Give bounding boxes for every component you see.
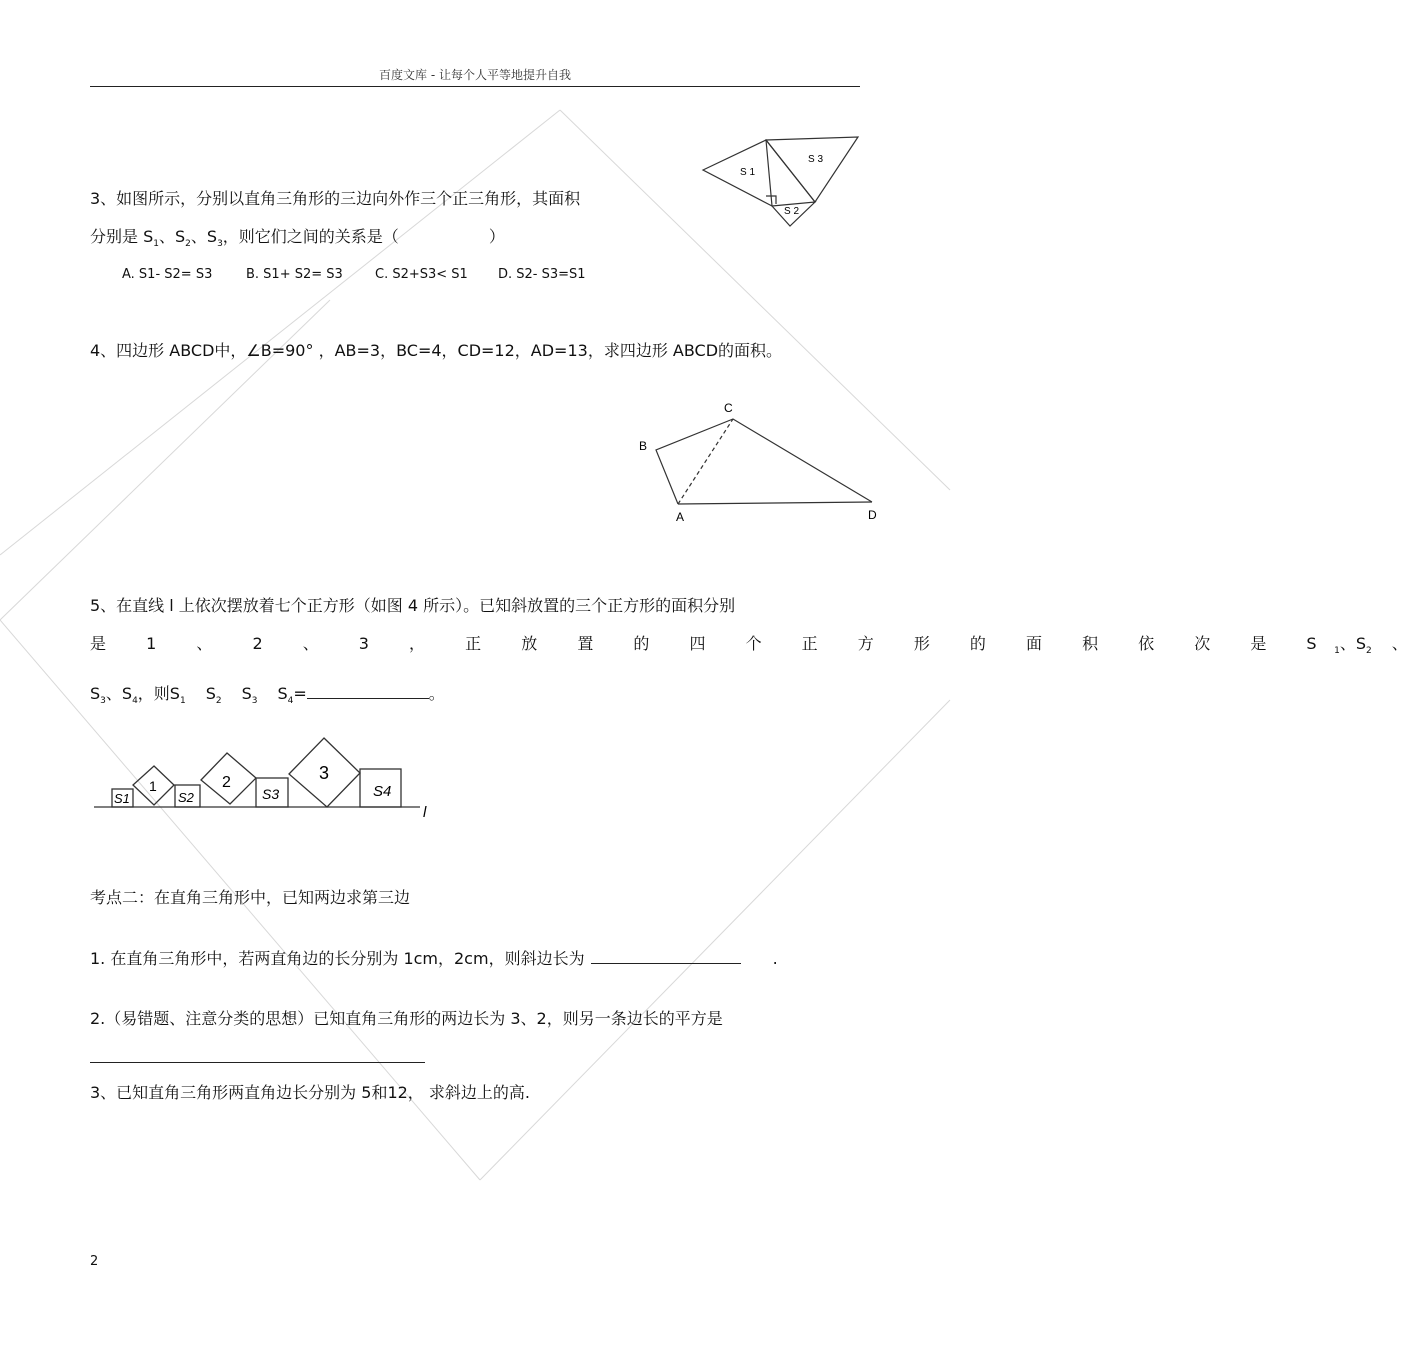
q5-line3-g: = — [293, 684, 307, 703]
q3-line2-e: ） — [488, 227, 505, 246]
q5-line3-b: 、S — [105, 684, 133, 703]
p2-answer-blank[interactable] — [90, 1062, 425, 1063]
q3-option-a: A. S1- S2= S3 — [122, 267, 213, 282]
q5-line3-h: 。 — [428, 684, 445, 703]
q5-line2-c: 、 — [1391, 634, 1408, 653]
q5-fig-s2: S2 — [178, 790, 194, 805]
q3-sub2: 2 — [185, 239, 191, 250]
q3-fig-s1: S 1 — [740, 167, 756, 178]
kaodian2-p3: 3、已知直角三角形两直角边长分别为 5和12， 求斜边上的高. — [90, 1083, 530, 1102]
q3-sub3: 3 — [217, 239, 223, 250]
q5-line2-a: 是 1 、 2 、 3 ， 正 放 置 的 四 个 正 方 形 的 面 积 依 次 是 S — [90, 634, 1335, 653]
q4-label-a: A — [676, 510, 685, 524]
q5-line1: 5、在直线 l 上依次摆放着七个正方形（如图 4 所示）。已知斜放置的三个正方形的面积分别 — [90, 596, 736, 615]
header-rule — [90, 86, 860, 87]
kaodian2-p1-text: 1. 在直角三角形中，若两直角边的长分别为 1cm，2cm，则斜边长为 — [90, 949, 585, 968]
q3-fig-s3: S 3 — [808, 154, 824, 165]
kaodian2-p1 — [90, 949, 778, 969]
q5-answer-blank[interactable] — [307, 698, 429, 699]
kaodian2-p2: 2.（易错题、注意分类的思想）已知直角三角形的两边长为 3、2，则另一条边长的平方是 — [90, 1009, 723, 1028]
q5-l2-sub1: 1 — [1334, 646, 1340, 657]
q5-line3-a: S — [90, 684, 101, 703]
q5-fig-s3: S3 — [262, 786, 280, 802]
q4-label-c: C — [724, 401, 733, 415]
q5-l3-sub1: 1 — [179, 696, 186, 707]
q5-fig-n3: 3 — [319, 763, 330, 783]
q5-l3-sub3: 3 — [100, 696, 106, 707]
page-header: 百度文库 - 让每个人平等地提升自我 — [379, 68, 571, 82]
q5-l2-sub2: 2 — [1366, 646, 1372, 657]
q5-fig-s4: S4 — [373, 783, 392, 800]
q5-line3-d: S — [205, 684, 216, 703]
q3-line2-c: 、S — [190, 227, 218, 246]
q3-line2-d: ，则它们之间的关系是（ — [222, 227, 399, 246]
q4-text: 4、四边形 ABCD中，∠B=90° ，AB=3，BC=4，CD=12，AD=13，求四边形 ABCD的面积。 — [90, 341, 783, 360]
q5-squares-figure — [92, 736, 440, 822]
kaodian2-p1-end: . — [772, 949, 778, 968]
q3-sub1: 1 — [153, 239, 159, 250]
q3-line2-a: 分别是 S — [90, 227, 154, 246]
q5-l3-sub4: 4 — [132, 696, 138, 707]
q3-option-d: D. S2- S3=S1 — [498, 267, 586, 282]
q5-fig-s1: S1 — [114, 791, 130, 806]
q3-line1: 3、如图所示，分别以直角三角形的三边向外作三个正三角形，其面积 — [90, 189, 581, 208]
q5-line3 — [90, 684, 445, 711]
q5-fig-n2: 2 — [222, 774, 231, 791]
q3-line2-b: 、S — [158, 227, 186, 246]
q4-label-b: B — [639, 439, 648, 453]
p1-answer-blank[interactable] — [591, 963, 741, 964]
page-number: 2 — [90, 1254, 99, 1269]
q3-line2 — [90, 227, 505, 254]
q5-line3-f: S — [277, 684, 288, 703]
q5-line2-b: 、S — [1339, 634, 1366, 653]
q4-quadrilateral-figure — [632, 396, 890, 530]
q5-line3-e: S — [241, 684, 252, 703]
q3-fig-s2: S 2 — [784, 206, 800, 217]
q3-option-c: C. S2+S3< S1 — [375, 267, 468, 282]
kaodian2-title: 考点二：在直角三角形中，已知两边求第三边 — [90, 888, 411, 907]
q5-fig-n1: 1 — [149, 778, 157, 794]
q3-option-b: B. S1+ S2= S3 — [246, 267, 343, 282]
q5-line2 — [90, 634, 1408, 661]
q5-line3-c: ，则S — [137, 684, 180, 703]
q3-triangle-figure — [700, 134, 862, 230]
q5-fig-l: l — [423, 804, 427, 821]
q4-label-d: D — [868, 508, 877, 522]
q5-l3-sub4b: 4 — [287, 696, 294, 707]
q5-l3-sub3b: 3 — [251, 696, 258, 707]
q5-l3-sub2: 2 — [215, 696, 222, 707]
